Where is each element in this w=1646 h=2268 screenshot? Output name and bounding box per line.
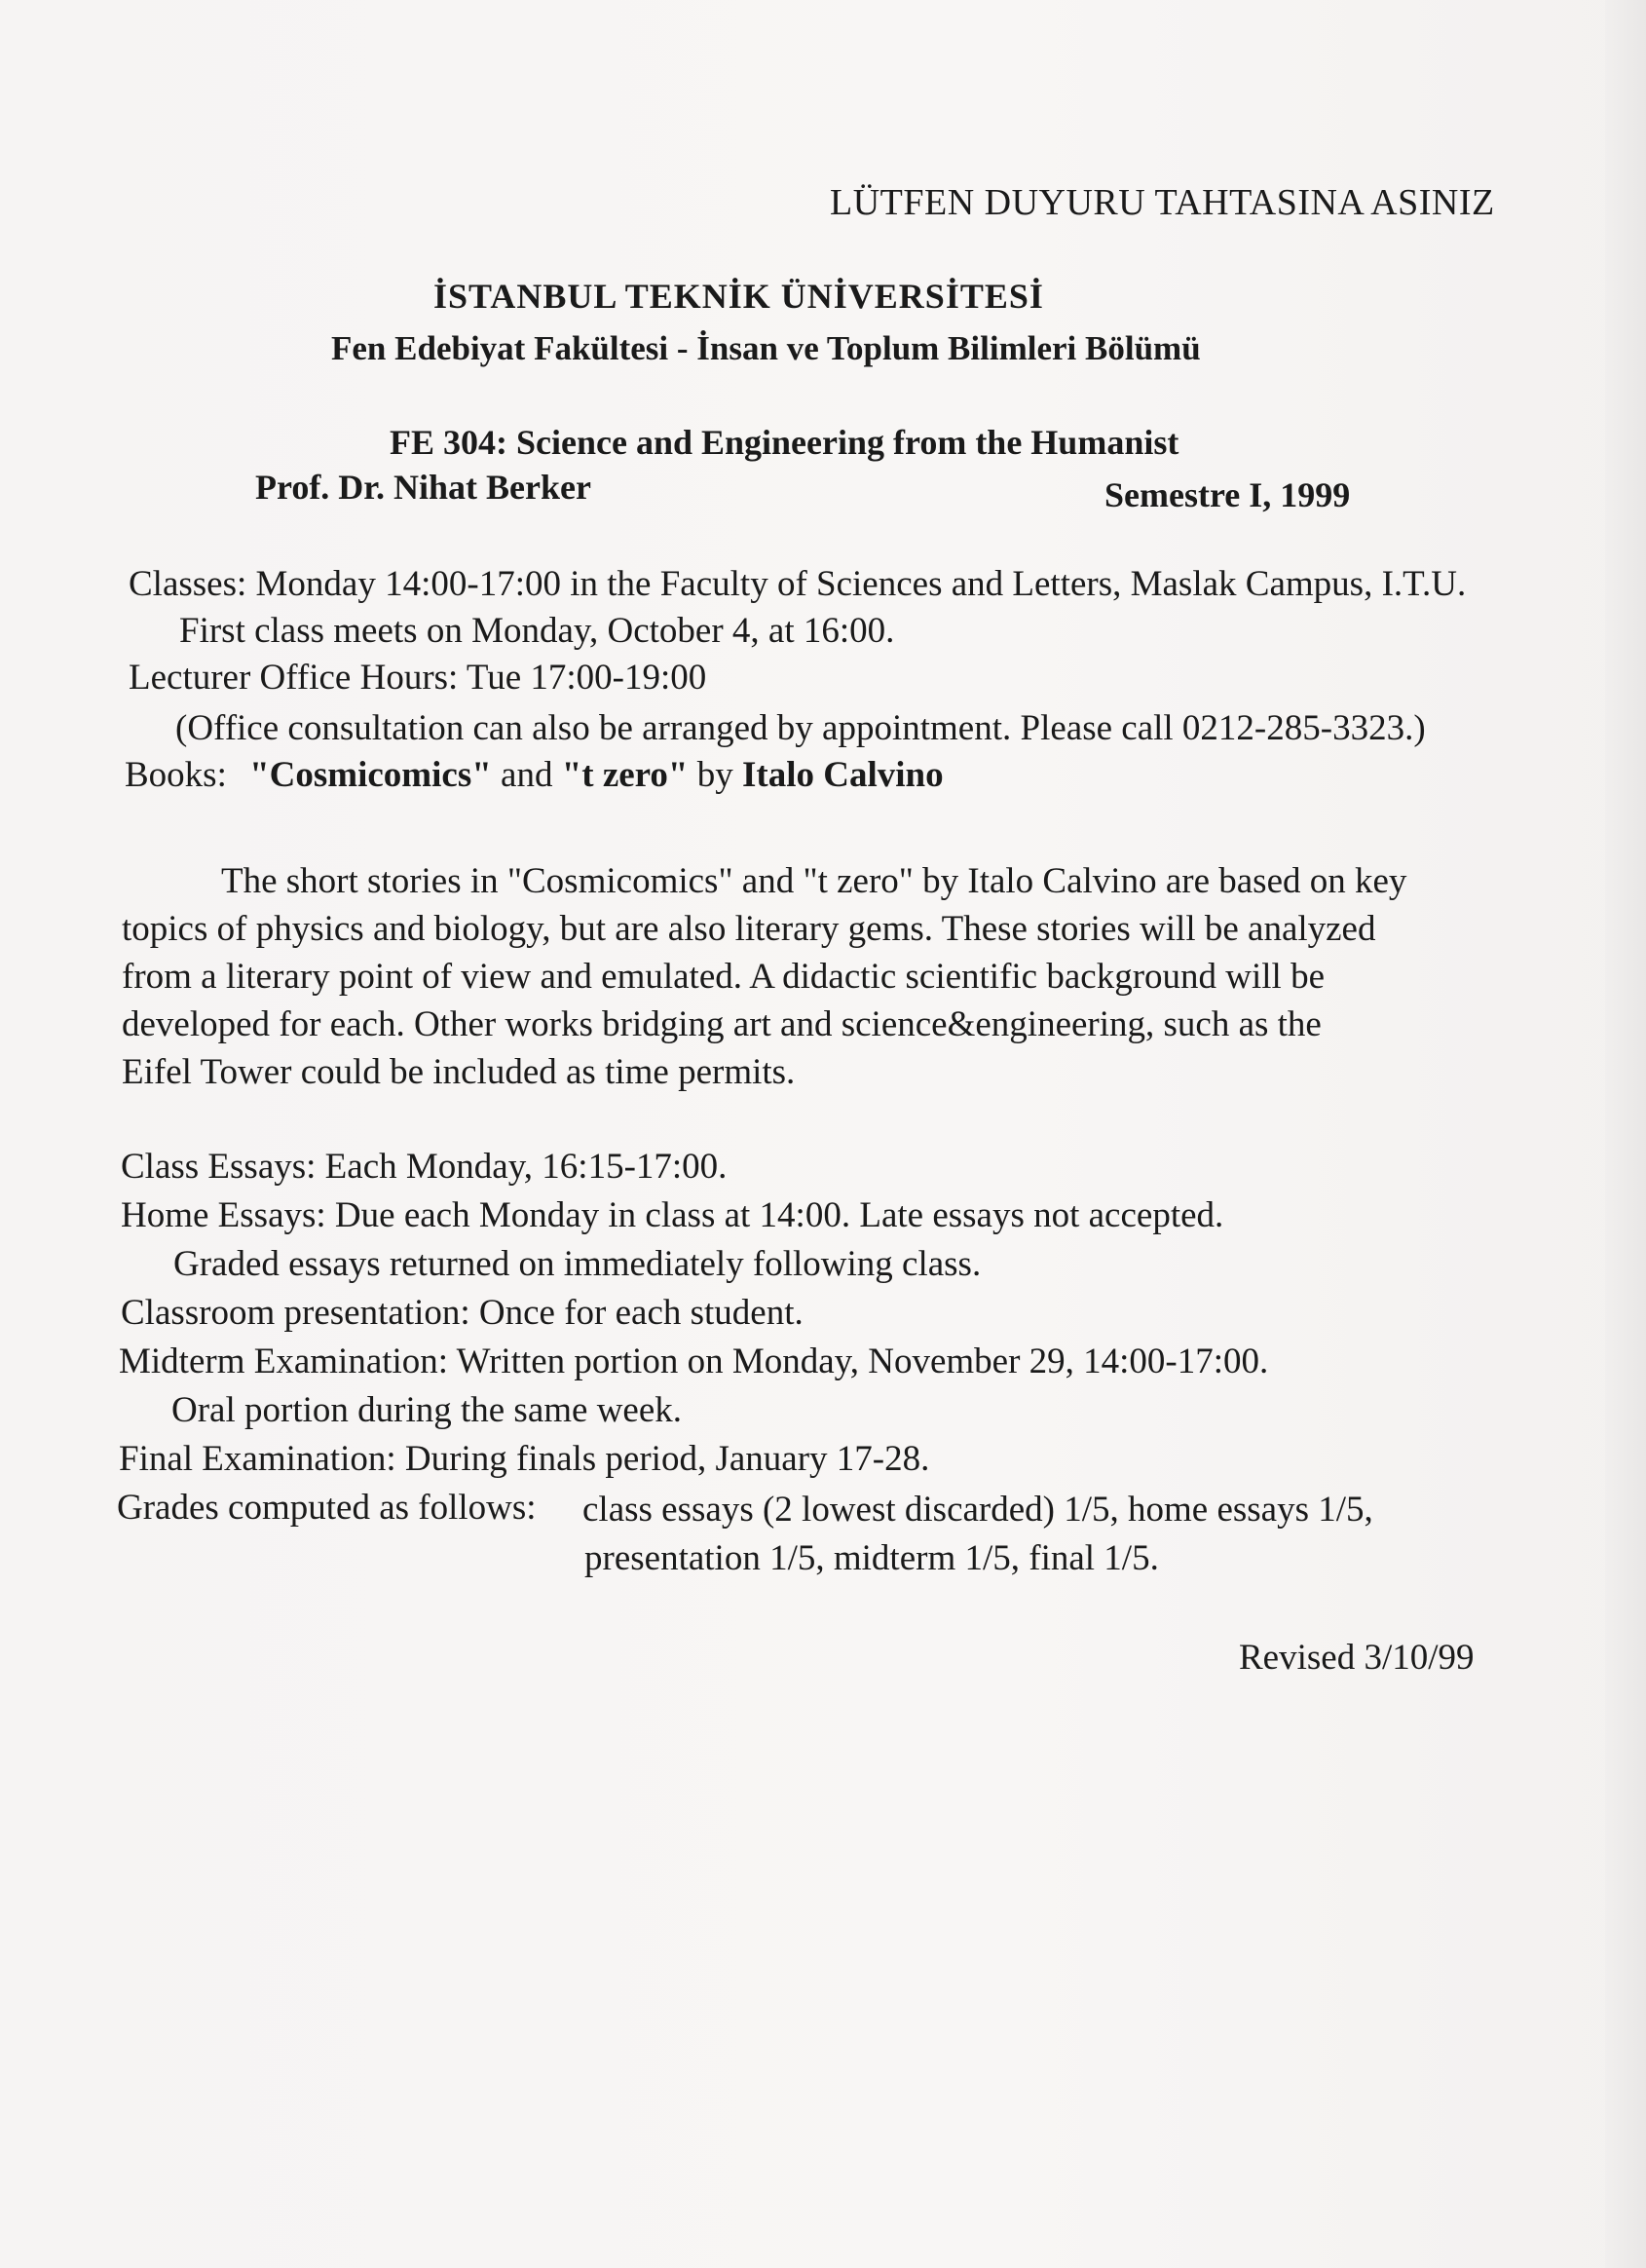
home-essays-line: Home Essays: Due each Monday in class at 14:00. Late essays not accepted.	[121, 1195, 1224, 1235]
course-title: FE 304: Science and Engineering from the Humanist	[390, 423, 1179, 462]
book-title-1: "Cosmicomics"	[249, 755, 492, 795]
consultation-line: (Office consultation can also be arranged by appointment. Please call 0212-285-3323.)	[175, 708, 1426, 748]
graded-essays-line: Graded essays returned on immediately following class.	[173, 1244, 982, 1284]
faculty-subtitle: Fen Edebiyat Fakültesi - İnsan ve Toplum Bilimleri Bölümü	[331, 329, 1201, 367]
grades-line-1: class essays (2 lowest discarded) 1/5, home essays 1/5,	[582, 1490, 1373, 1530]
books-line	[125, 754, 944, 797]
university-title: İSTANBUL TEKNİK ÜNİVERSİTESİ	[433, 277, 1044, 316]
grades-label: Grades computed as follows:	[117, 1488, 537, 1528]
grades-line-2: presentation 1/5, midterm 1/5, final 1/5.	[584, 1538, 1159, 1578]
description-line: Eifel Tower could be included as time permits.	[122, 1052, 796, 1092]
books-by: by	[696, 755, 733, 795]
presentation-line: Classroom presentation: Once for each student.	[121, 1293, 804, 1333]
description-line: topics of physics and biology, but are also literary gems. These stories will be analyzed	[122, 909, 1376, 949]
book-title-2: "t zero"	[561, 755, 689, 795]
semester-label: Semestre I, 1999	[1104, 475, 1351, 514]
books-label: Books:	[125, 755, 227, 795]
description-line: The short stories in "Cosmicomics" and "t zero" by Italo Calvino are based on key	[221, 861, 1407, 901]
first-class-line: First class meets on Monday, October 4, at 16:00.	[179, 611, 895, 651]
revised-date: Revised 3/10/99	[1239, 1638, 1475, 1678]
description-paragraph	[122, 857, 1485, 1096]
office-hours-line: Lecturer Office Hours: Tue 17:00-19:00	[129, 658, 707, 698]
description-line: from a literary point of view and emulated. A didactic scientific background will be	[122, 957, 1326, 997]
books-and: and	[501, 755, 553, 795]
final-exam-line: Final Examination: During finals period, January 17-28.	[119, 1439, 930, 1479]
midterm-line: Midterm Examination: Written portion on Monday, November 29, 14:00-17:00.	[119, 1342, 1269, 1381]
class-essays-line: Class Essays: Each Monday, 16:15-17:00.	[121, 1147, 728, 1187]
notice-line: LÜTFEN DUYURU TAHTASINA ASINIZ	[830, 182, 1495, 223]
page-edge	[1605, 0, 1646, 2268]
professor-name: Prof. Dr. Nihat Berker	[255, 468, 591, 507]
description-line: developed for each. Other works bridging art and science&engineering, such as the	[122, 1004, 1322, 1044]
author-name: Italo Calvino	[741, 755, 944, 795]
classes-line: Classes: Monday 14:00-17:00 in the Faculty of Sciences and Letters, Maslak Campus, I.T.U.	[129, 564, 1467, 604]
oral-portion-line: Oral portion during the same week.	[171, 1390, 683, 1430]
